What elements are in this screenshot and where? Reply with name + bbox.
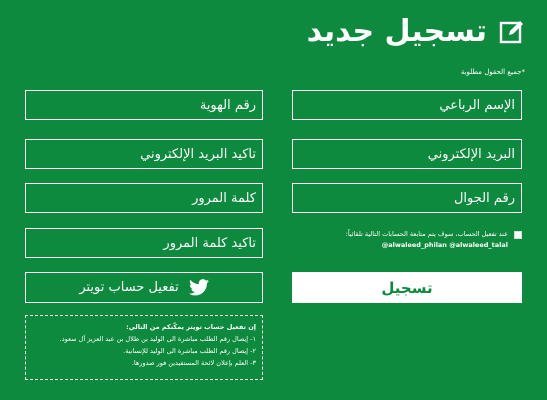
full-name-input[interactable] xyxy=(293,91,521,119)
twitter-benefits-box xyxy=(25,315,263,380)
required-fields-note: *جميع الحقول مطلوبة xyxy=(460,68,525,76)
password-input[interactable] xyxy=(26,184,262,212)
twitter-benefit-item: ٢- إيصال رقم الطلب مباشرة الى الوليد للإنسانية. xyxy=(123,347,256,355)
confirm-email-field[interactable] xyxy=(25,139,263,169)
edit-icon xyxy=(499,19,525,45)
confirm-email-input[interactable] xyxy=(26,140,262,168)
follow-consent xyxy=(292,229,522,251)
confirm-password-input[interactable] xyxy=(26,229,262,257)
full-name-field[interactable] xyxy=(292,90,522,120)
page-title: تسجيل جديد xyxy=(306,14,487,49)
national-id-input[interactable] xyxy=(26,91,262,119)
activate-twitter-button[interactable] xyxy=(25,272,263,303)
password-field[interactable] xyxy=(25,183,263,213)
twitter-bird-icon xyxy=(189,279,209,296)
email-input[interactable] xyxy=(293,140,521,168)
twitter-benefits-title: إن تفعيل حساب تويتر يمكّنكم من التالي: xyxy=(126,323,256,331)
mobile-input[interactable] xyxy=(293,184,521,212)
twitter-benefit-item: ٣- العلم بإعلان لائحة المستفيدين فور صدورها. xyxy=(131,359,256,367)
activate-twitter-label: تفعيل حساب تويتر xyxy=(79,280,179,295)
email-field[interactable] xyxy=(292,139,522,169)
follow-consent-handles: @alwaleed_philan @alwaleed_talal xyxy=(381,241,508,249)
page-header xyxy=(307,14,525,49)
twitter-benefit-item: ١- إيصال رقم الطلب مباشرة الى الوليد بن طلال بن عبد العزيز آل سعود. xyxy=(59,335,256,343)
national-id-field[interactable] xyxy=(25,90,263,120)
mobile-field[interactable] xyxy=(292,183,522,213)
confirm-password-field[interactable] xyxy=(25,228,263,258)
follow-consent-checkbox[interactable] xyxy=(514,231,522,239)
follow-consent-text: عند تفعيل الحساب، سوف يتم متابعة الحسابات التالية تلقائياً: xyxy=(345,230,508,238)
register-button[interactable]: تسجيل xyxy=(292,272,522,303)
